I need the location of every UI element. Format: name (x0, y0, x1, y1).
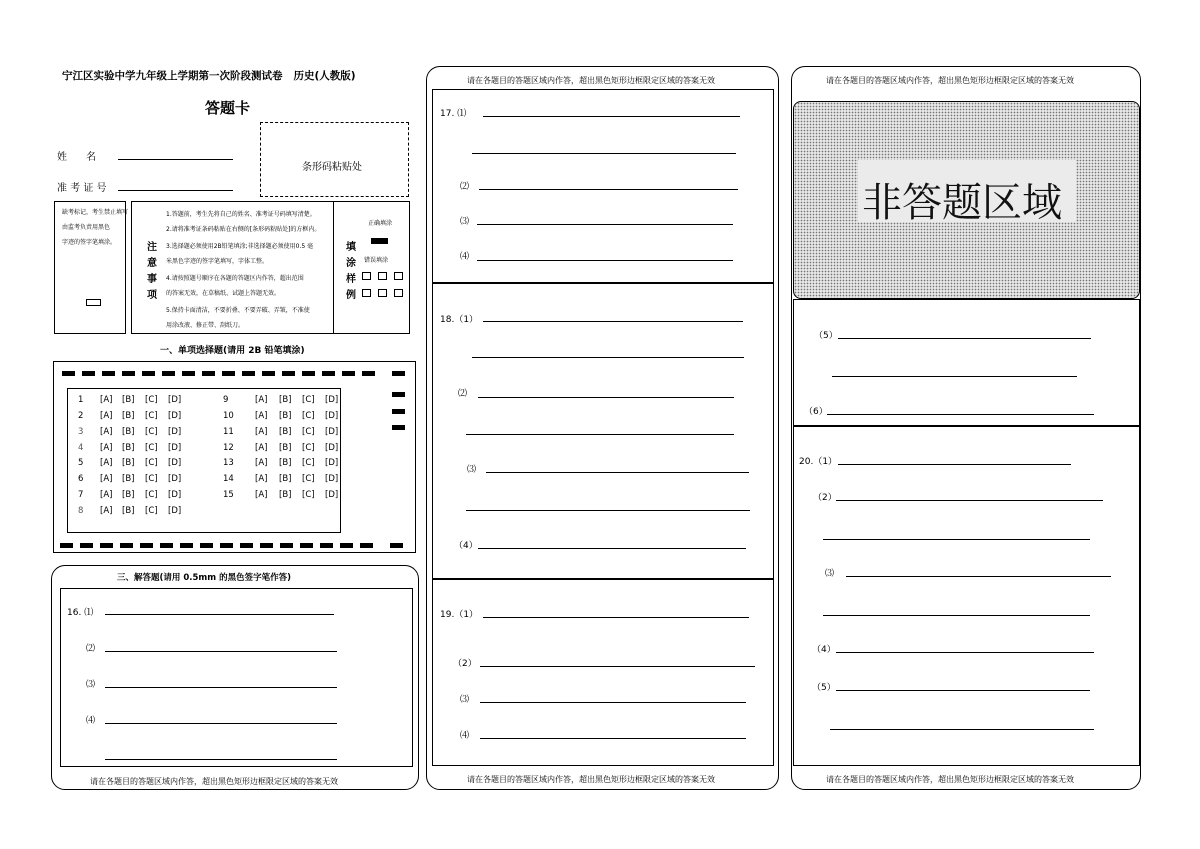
wrong-fill-samples-row2 (362, 288, 410, 297)
mc-row[interactable]: 2 [A] [B] [C] [D] (78, 411, 182, 421)
q19-label: 19.（1） (440, 610, 479, 620)
q17-answer-line[interactable] (479, 189, 738, 190)
header-warning: 请在各题目的答题区域内作答，超出黑色矩形边框限定区域的答案无效 (467, 76, 715, 85)
q16-answer-line[interactable] (105, 614, 334, 615)
non-answer-label: 非答题区域 (862, 180, 1062, 226)
absent-note-2: 由监考负责用黑色 (62, 224, 111, 231)
mc-row[interactable]: 15 [A] [B] [C] [D] (223, 490, 339, 500)
q20-answer-line[interactable] (836, 690, 1090, 691)
timing-mark (280, 543, 293, 548)
q16-answer-line[interactable] (105, 723, 337, 724)
mc-row[interactable]: 9 [A] [B] [C] [D] (223, 395, 339, 405)
mc-row[interactable]: 12 [A] [B] [C] [D] (223, 443, 339, 453)
q20-part-4: （4） (812, 645, 836, 655)
timing-mark (220, 543, 233, 548)
timing-mark (392, 392, 405, 397)
notice-char-1: 注 (147, 242, 157, 253)
timing-mark (392, 409, 405, 414)
q17-part-3: ⑶ (460, 217, 470, 227)
timing-mark (122, 371, 135, 376)
timing-mark (340, 543, 353, 548)
q20-answer-line[interactable] (830, 729, 1094, 730)
barcode-label: 条形码粘贴处 (302, 162, 362, 173)
q20-answer-line[interactable] (823, 615, 1090, 616)
notice-divider (333, 201, 334, 334)
notice-line-4: 米黑色字迹的签字笔填写，字体工整。 (166, 258, 269, 265)
q18-answer-line[interactable] (486, 472, 749, 473)
q19-part-5: （5） (814, 331, 838, 341)
q20-part-2: （2） (813, 493, 837, 503)
q18-box (432, 283, 774, 579)
notice-char-2: 意 (147, 258, 157, 269)
notice-line-5: 4.请按照题号顺序在各题的答题区内作答，超出范围 (166, 275, 304, 282)
timing-mark (200, 543, 213, 548)
q16-part-2: ⑵ (86, 644, 96, 654)
q18-answer-line[interactable] (483, 321, 743, 322)
timing-mark (362, 371, 375, 376)
fill-char-2: 涂 (346, 258, 356, 269)
timing-mark (140, 543, 153, 548)
timing-mark (300, 543, 313, 548)
notice-line-7: 5.保持卡面清洁，不要折叠、不要弄破、弄皱，不准使 (166, 307, 310, 314)
q18-part-2: ⑵ (458, 389, 468, 399)
q17-answer-line[interactable] (477, 224, 733, 225)
q17-answer-line[interactable] (477, 260, 733, 261)
q17-box (432, 89, 774, 283)
timing-mark (282, 371, 295, 376)
exam-id-label: 准 考 证 号 (57, 183, 107, 194)
timing-mark (260, 543, 273, 548)
correct-fill-sample (371, 238, 388, 244)
notice-line-6: 的答案无效，在草稿纸、试题上答题无效。 (166, 290, 281, 297)
mc-row[interactable]: 7 [A] [B] [C] [D] (78, 490, 182, 500)
q19-answer-line[interactable] (480, 666, 755, 667)
section3-title: 三、解答题(请用 0.5mm 的黑色签字笔作答) (117, 573, 291, 583)
mc-row[interactable]: 5 [A] [B] [C] [D] (78, 458, 182, 468)
timing-mark (320, 543, 333, 548)
timing-mark (82, 371, 95, 376)
fill-char-3: 样 (346, 274, 356, 285)
timing-mark (102, 371, 115, 376)
q17-part-2: ⑵ (460, 182, 470, 192)
timing-mark (160, 543, 173, 548)
footer-warning: 请在各题目的答题区域内作答，超出黑色矩形边框限定区域的答案无效 (826, 775, 1074, 784)
mc-row[interactable]: 8 [A] [B] [C] [D] (78, 506, 182, 516)
timing-mark (80, 543, 93, 548)
q20-answer-line[interactable] (846, 576, 1111, 577)
timing-mark (302, 371, 315, 376)
mc-row[interactable]: 10 [A] [B] [C] [D] (223, 411, 339, 421)
timing-mark (242, 371, 255, 376)
timing-mark (342, 371, 355, 376)
q20-box (793, 426, 1140, 766)
name-field[interactable] (118, 159, 233, 160)
notice-char-4: 项 (147, 290, 157, 301)
q17-answer-line[interactable] (483, 116, 740, 117)
q16-answer-line[interactable] (105, 687, 337, 688)
absent-note-3: 字迹的签字笔填涂。 (62, 239, 117, 246)
q20-answer-line[interactable] (836, 500, 1103, 501)
notice-line-2: 2.请将准考证条码粘贴在右侧的[条形码粘贴处]的方框内。 (166, 226, 321, 233)
q19-answer-line[interactable] (838, 338, 1091, 339)
mc-row[interactable]: 3 [A] [B] [C] [D] (78, 427, 182, 437)
timing-mark (392, 425, 405, 430)
mc-row[interactable]: 6 [A] [B] [C] [D] (78, 474, 182, 484)
timing-mark (360, 543, 373, 548)
q16-answer-line[interactable] (105, 759, 337, 760)
footer-warning: 请在各题目的答题区域内作答，超出黑色矩形边框限定区域的答案无效 (467, 775, 715, 784)
q18-answer-line[interactable] (466, 434, 734, 435)
name-label: 姓 名 (57, 152, 97, 163)
q18-answer-line[interactable] (472, 357, 744, 358)
absent-checkbox[interactable] (86, 299, 101, 306)
timing-mark (392, 371, 405, 376)
absent-note-1: 缺考标记，考生禁止填写 (62, 209, 129, 216)
timing-mark (202, 371, 215, 376)
absent-mark-box (54, 201, 129, 334)
timing-mark (62, 371, 75, 376)
timing-mark (262, 371, 275, 376)
q16-label: 16. ⑴ (67, 608, 94, 618)
timing-mark (120, 543, 133, 548)
q17-part-4: ⑷ (460, 252, 470, 262)
q19-answer-line[interactable] (832, 376, 1077, 377)
q17-answer-line[interactable] (472, 153, 736, 154)
q17-label: 17. ⑴ (440, 109, 467, 119)
q19-answer-line[interactable] (480, 702, 746, 703)
timing-mark (390, 543, 403, 548)
timing-mark (142, 371, 155, 376)
timing-mark (162, 371, 175, 376)
mc-row[interactable]: 4 [A] [B] [C] [D] (78, 443, 182, 453)
notice-line-1: 1.答题前，考生先将自己的姓名、准考证号码填写清楚。 (166, 211, 316, 218)
notice-line-8: 用涂改液、修正带、刮纸刀。 (166, 322, 245, 329)
exam-subject: 历史(人教版) (293, 70, 356, 82)
timing-mark (322, 371, 335, 376)
notice-char-3: 事 (147, 274, 157, 285)
q16-part-3: ⑶ (86, 680, 96, 690)
q18-part-3: ⑶ (467, 465, 477, 475)
q20-part-5: （5） (812, 683, 836, 693)
q20-part-3: ⑶ (825, 569, 835, 579)
mc-row[interactable]: 14 [A] [B] [C] [D] (223, 474, 339, 484)
footer-warning: 请在各题目的答题区域内作答，超出黑色矩形边框限定区域的答案无效 (90, 777, 338, 786)
q16-part-4: ⑷ (86, 716, 96, 726)
correct-fill-label: 正确填涂 (368, 220, 393, 227)
q19-part-3: ⑶ (460, 695, 470, 705)
card-title: 答题卡 (205, 99, 251, 117)
q19-part-6: （6） (804, 407, 828, 417)
q16-answer-line[interactable] (105, 651, 337, 652)
mc-row[interactable]: 1 [A] [B] [C] [D] (78, 395, 182, 405)
mc-row[interactable]: 11 [A] [B] [C] [D] (223, 427, 339, 437)
q19-answer-line[interactable] (827, 414, 1094, 415)
timing-mark (60, 543, 73, 548)
timing-mark (240, 543, 253, 548)
q18-answer-line[interactable] (478, 548, 746, 549)
timing-mark (222, 371, 235, 376)
wrong-fill-label: 错误填涂 (364, 257, 389, 264)
q20-answer-line[interactable] (823, 539, 1090, 540)
fill-char-1: 填 (346, 242, 356, 253)
fill-char-4: 例 (346, 290, 356, 301)
timing-mark (182, 371, 195, 376)
timing-mark (180, 543, 193, 548)
q19-answer-line[interactable] (483, 617, 749, 618)
q20-answer-line[interactable] (836, 652, 1094, 653)
q18-label: 18.（1） (440, 315, 479, 325)
q18-answer-line[interactable] (478, 397, 734, 398)
section1-title: 一、单项选择题(请用 2B 铅笔填涂) (160, 346, 305, 356)
timing-mark (100, 543, 113, 548)
mc-row[interactable]: 13 [A] [B] [C] [D] (223, 458, 339, 468)
q19-answer-line[interactable] (480, 738, 746, 739)
q20-label: 20.（1） (799, 457, 838, 467)
q19-part-2: （2） (453, 659, 477, 669)
q18-answer-line[interactable] (466, 510, 750, 511)
q19-part-4: ⑷ (460, 731, 470, 741)
q18-part-4: （4） (454, 541, 478, 551)
exam-title: 宁江区实验中学九年级上学期第一次阶段测试卷 历史(人教版) (62, 70, 356, 82)
exam-id-field[interactable] (118, 190, 233, 191)
wrong-fill-samples-row1 (362, 271, 410, 280)
notice-line-3: 3.选择题必须使用2B铅笔填涂;非选择题必须使用0.5 毫 (166, 243, 314, 250)
header-warning: 请在各题目的答题区域内作答，超出黑色矩形边框限定区域的答案无效 (826, 76, 1074, 85)
q20-answer-line[interactable] (838, 464, 1071, 465)
q19-continued-box (793, 299, 1140, 426)
